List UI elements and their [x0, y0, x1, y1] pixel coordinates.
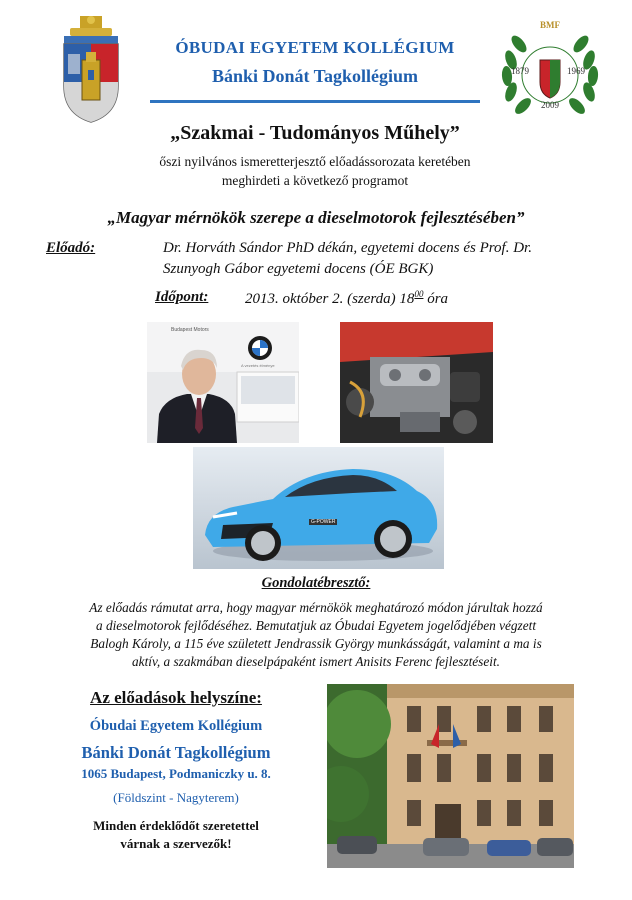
- venue-room: (Földszint - Nagyterem): [113, 790, 239, 805]
- lecture-title: „Magyar mérnökök szerepe a dieselmotorok fejlesztésében”: [107, 208, 525, 227]
- description-line-1: Az előadás rámutat arra, hogy magyar mérnökök meghatározó módon járultak hozzá: [89, 600, 543, 615]
- time-value: [245, 289, 448, 308]
- speaker-photo-sign: Budapest Motors: [171, 327, 209, 333]
- venue-line-2: Bánki Donát Tagkollégium: [81, 743, 271, 762]
- description-line-4: aktív, a szakmában dieselpápaként ismert Anisits Ferenc fejlesztéseit.: [132, 654, 500, 669]
- venue-heading: Az előadások helyszíne:: [90, 688, 262, 707]
- venue-line-1: Óbudai Egyetem Kollégium: [89, 718, 263, 734]
- coat-of-arms-icon: [58, 14, 124, 124]
- emblem-top-text: BMF: [540, 20, 560, 30]
- engine-photo: [340, 322, 493, 443]
- invite-line-2: várnak a szervezők!: [120, 836, 232, 851]
- speaker-line-2: Szunyogh Gábor egyetemi docens (ÓE BGK): [163, 261, 434, 277]
- description-line-3: Balogh Károly, a 115 éve született Jendrassik György munkásságát, valamint a ma is: [90, 636, 542, 651]
- subtitle-line-1: őszi nyilvános ismeretterjesztő előadássorozata keretében: [159, 154, 471, 169]
- emblem-year-bottom: 2009: [541, 100, 559, 110]
- time-minutes: 00: [414, 289, 424, 299]
- building-photo: [327, 684, 574, 868]
- institution-name: ÓBUDAI EGYETEM KOLLÉGIUM: [175, 38, 455, 57]
- emblem-year-left: 1879: [511, 66, 529, 76]
- thought-label: Gondolatébresztő:: [261, 575, 371, 591]
- speaker-photo-sign-2: A vezetés élménye: [241, 363, 275, 368]
- car-photo: [193, 447, 444, 569]
- invite-line-1: Minden érdeklődőt szeretettel: [93, 818, 259, 833]
- car-plate: G-POWER: [311, 519, 336, 525]
- emblem-year-right: 1969: [567, 66, 585, 76]
- laurel-wreath-emblem: [497, 20, 603, 120]
- time-suffix: óra: [423, 291, 449, 307]
- time-label: Időpont:: [155, 289, 209, 305]
- description-line-2: a dieselmotorok fejlődéséhez. Bemutatjuk az Óbudai Egyetem jogelődjében végzett: [95, 618, 537, 633]
- speaker-label: Előadó:: [46, 240, 96, 256]
- time-text: 2013. október 2. (szerda) 18: [245, 291, 415, 307]
- college-name: Bánki Donát Tagkollégium: [211, 66, 419, 86]
- header-divider: [150, 100, 480, 103]
- speaker-photo: [147, 322, 299, 443]
- subtitle-line-2: meghirdeti a következő programot: [221, 173, 409, 188]
- venue-address: 1065 Budapest, Podmaniczky u. 8.: [81, 766, 271, 781]
- speaker-line-1: Dr. Horváth Sándor PhD dékán, egyetemi docens és Prof. Dr.: [163, 240, 532, 256]
- workshop-title: „Szakmai - Tudományos Műhely”: [170, 122, 460, 144]
